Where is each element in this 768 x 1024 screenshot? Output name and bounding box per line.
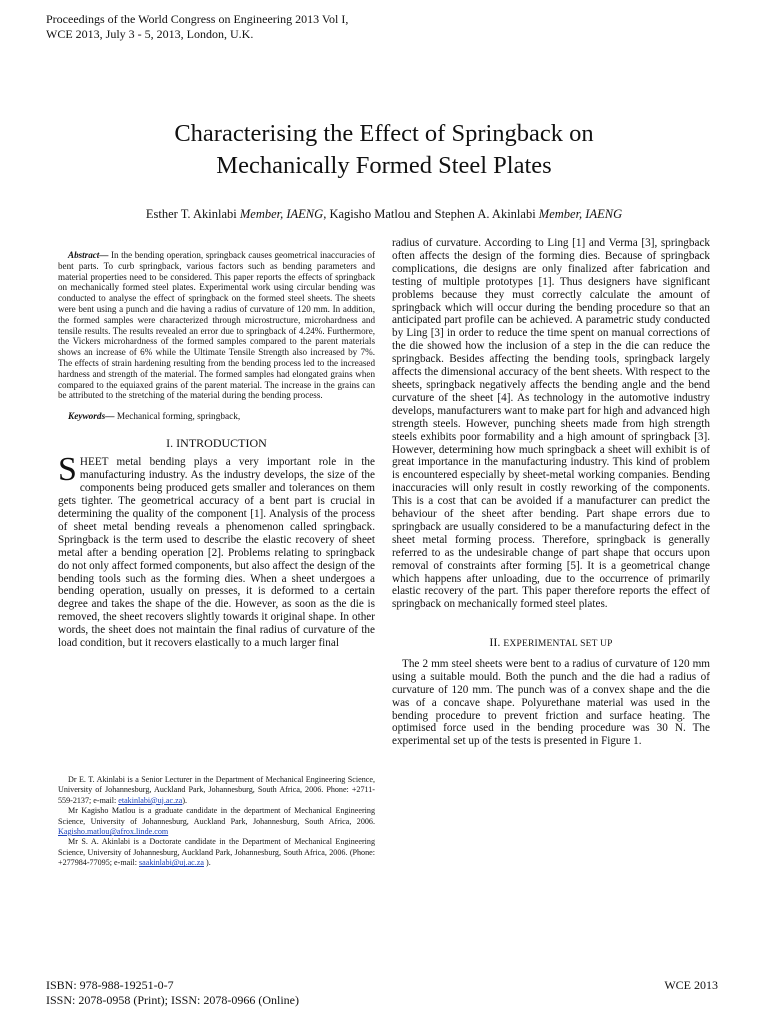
footnote-3-text: Mr S. A. Akinlabi is a Doctorate candidate in the Department of Mechanical Engineering Science, University of Johannesburg, Auckland Park, Johannesburg, South Africa, 2006. (Phone: +277984-77095; e-mail: bbox=[58, 837, 375, 868]
title-line-2: Mechanically Formed Steel Plates bbox=[216, 152, 552, 179]
keywords-text: Mechanical forming, springback, bbox=[114, 412, 241, 423]
footnote-1-email-link[interactable]: etakinlabi@uj.ac.za bbox=[118, 795, 183, 805]
section-2-number: II. bbox=[489, 635, 504, 650]
abstract bbox=[58, 250, 375, 401]
abstract-lead: Abstract— bbox=[68, 250, 109, 260]
footer-isbn: ISBN: 978-988-19251-0-7 bbox=[46, 978, 174, 992]
title-line-1: Characterising the Effect of Springback on bbox=[174, 120, 594, 147]
footer-identifiers bbox=[46, 978, 299, 1008]
footnote-2-text: Mr Kagisho Matlou is a graduate candidate in the department of Mechanical Engineering Science, University of Johannesburg, Auckland Park, Johannesburg, South Africa, 2006. bbox=[58, 806, 375, 826]
left-column bbox=[58, 250, 375, 650]
proceedings-header bbox=[46, 12, 348, 42]
introduction-continuation: radius of curvature. According to Ling [1] and Verma [3], springback often affects the design of the forming dies. Because of springback complications, die designs are only finalized after fabrication and testing of multiple prototypes [1]. Thus designers have significant problems because they must correctly calculate the amount of springback which will occur during the bending procedure so that an anticipated part profile can be achieved. A parametric study conducted by Ling [3] in order to reduce the time spent on manual corrections of the die showed how the inclusion of a step in the die can reduce the springback. Besides affecting the bending tools, springback largely affects the dimensional accuracy of the bent sheets. With respect to the sheets, springback negatively affects the bending angle and the bend curvature of the sheet [4]. As technology in the automotive industry develops, manufacturers want to make part for high and advanced high strength steels. However, punching sheets made from high strength steels exhibits poor formability and a high amount of springback [3]. However, determining how much springback a sheet will exhibit is of great importance in the manufacturing industry. This kind of problem is encountered especially by sheet-metal working companies. Bending inaccuracies will only result in costly reworking of the components. This is a cost that can be avoided if a manufacturer can predict the behaviour of the sheet after bending. Part shape errors due to springback are usually considered to be a manufacturing defect in the sheet metal forming process. Therefore, springback is generally referred to as the undesirable change of part shape that occurs upon removal of constraints after forming [5]. It is a geometrical change which happens after unloading, due to the occurrence of primarily elastic recovery of the part. This paper therefore reports the effect of springback on mechanically formed steel plates. bbox=[392, 237, 710, 611]
author-1-role: Member, IAENG bbox=[239, 207, 324, 221]
introduction-text: HEET metal bending plays a very important role in the manufacturing industry. As the industry develops, the size of the components being produced gets smaller and tolerances on them gets tighter. The geometrical accuracy of a bent part is crucial in determining the quality of the component [1]. Analysis of the process of sheet metal bending reveals a phenomenon called springback. Springback is the term used to describe the elastic recovery of sheet metal after a bending operation [2]. Problems relating to springback do not only affect formed components, but also affect the design of the bending tools such as the forming dies. When a sheet undergoes a bending operation, usually on presses, it is deformed to a certain degree and takes the shape of the die. However, as soon as the die is removed, the sheet recovers slightly towards it original shape. In other words, the sheet does not maintain the final radius of curvature of the load condition, but it recovers elastically to a much larger final bbox=[58, 456, 375, 650]
author-1: Esther T. Akinlabi bbox=[145, 207, 237, 221]
footer-issn: ISSN: 2078-0958 (Print); ISSN: 2078-0966 (Online) bbox=[46, 993, 299, 1007]
header-line-2: WCE 2013, July 3 - 5, 2013, London, U.K. bbox=[46, 27, 254, 41]
section-1-number: I. bbox=[166, 435, 177, 450]
footnote-2-email-link[interactable]: Kagisho.matlou@afrox.linde.com bbox=[58, 827, 169, 837]
footnote-1-end: ). bbox=[182, 795, 188, 805]
footnote-3-email-link[interactable]: saakinlabi@uj.ac.za bbox=[139, 858, 204, 868]
footnote-1 bbox=[58, 775, 375, 806]
section-1-title: INTRODUCTION bbox=[176, 435, 267, 450]
introduction-paragraph bbox=[58, 451, 375, 650]
footer-conference: WCE 2013 bbox=[664, 978, 718, 992]
section-2-heading bbox=[392, 637, 710, 651]
section-2-title: EXPERIMENTAL SET UP bbox=[503, 639, 613, 650]
author-footnotes bbox=[58, 775, 375, 869]
author-3-role: Member, IAENG bbox=[538, 207, 623, 221]
keywords-lead: Keywords— bbox=[68, 412, 115, 423]
paper-title bbox=[0, 118, 768, 182]
footnote-1-text: Dr E. T. Akinlabi is a Senior Lecturer in the Department of Mechanical Engineering Science, University of Johannesburg, Auckland Park, Johannesburg, South Africa, 2006. Phone: +2711-559-2137; e-mail: bbox=[58, 775, 375, 805]
section-1-heading bbox=[58, 435, 375, 450]
header-line-1: Proceedings of the World Congress on Engineering 2013 Vol I, bbox=[46, 12, 349, 26]
abstract-text: In the bending operation, springback causes geometrical inaccuracies of bent parts. To curb springback, various factors such as bending parameters and material properties need to be considered. This paper reports the effects of springback on mechanically formed steel plates. Experimental work using circular bending was conducted to analyse the effect of springback on the formed steel sheets. The sheets were bent using a punch and die having a radius of curvature of 120 mm. In addition, the formed samples were characterized through microstructure, microhardness and tensile results. The results revealed an error due to springback of 4.24%. Furthermore, the Vickers microhardness of the formed samples compared to the parent materials shows an increase of 6% while the Ultimate Tensile Strength also increased by 7%. The effects of strain hardening resulting from the bending process led to the increased hardness and strength of the material. The formed samples had elongated grains when compared to the equiaxed grains of the parent material. The increase in the grains can be attributed to the stretching of the material during the bending process. bbox=[58, 250, 375, 401]
footnote-2 bbox=[58, 806, 375, 837]
keywords bbox=[58, 412, 375, 424]
author-list bbox=[0, 207, 768, 222]
author-2-3: , Kagisho Matlou and Stephen A. Akinlabi bbox=[323, 207, 536, 221]
right-column bbox=[392, 237, 710, 748]
footnote-3 bbox=[58, 837, 375, 868]
experimental-paragraph: The 2 mm steel sheets were bent to a radius of curvature of 120 mm using a suitable mould. Both the punch and the die had a radius of curvature of 120 mm. The punch was of a convex shape and the die was of a concave shape. Polyurethane material was used in the bending procedure to prevent friction and surface heating. The optimised force used in the bending procedure was 30 N. The experimental set up of the tests is presented in Figure 1. bbox=[392, 657, 710, 748]
drop-cap: S bbox=[58, 451, 77, 489]
footnote-3-end: ). bbox=[203, 858, 211, 868]
